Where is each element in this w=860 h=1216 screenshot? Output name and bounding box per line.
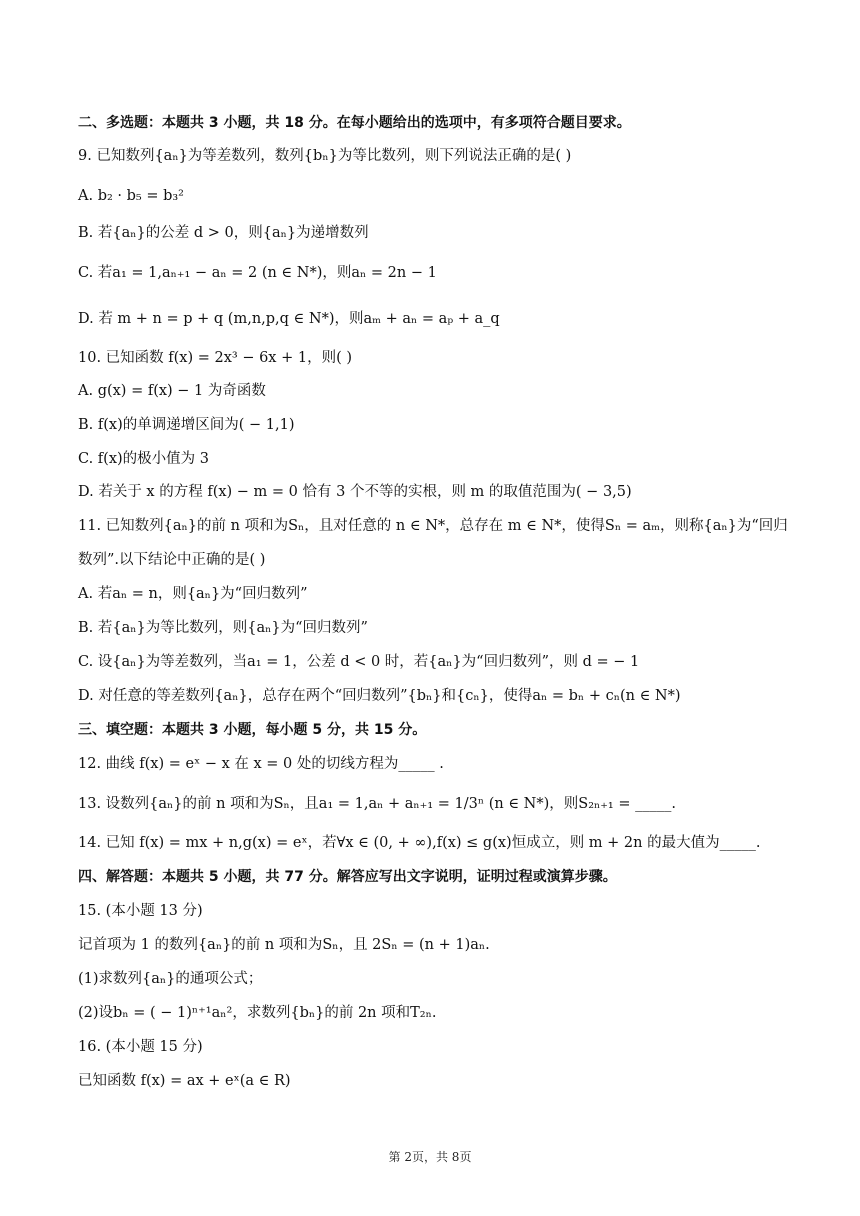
question-9-stem: 9. 已知数列{aₙ}为等差数列，数列{bₙ}为等比数列，则下列说法正确的是( ) bbox=[78, 148, 572, 164]
question-15-stem: 记首项为 1 的数列{aₙ}的前 n 项和为Sₙ，且 2Sₙ = (n + 1)aₙ. bbox=[78, 937, 490, 953]
question-15-part-1: (1)求数列{aₙ}的通项公式； bbox=[78, 971, 263, 987]
question-16-title: 16. (本小题 15 分) bbox=[78, 1039, 203, 1055]
question-9-option-b: B. 若{aₙ}的公差 d > 0，则{aₙ}为递增数列 bbox=[78, 225, 369, 241]
question-10-option-a: A. g(x) = f(x) − 1 为奇函数 bbox=[78, 383, 266, 399]
question-15-part-2: (2)设bₙ = ( − 1)ⁿ⁺¹aₙ²，求数列{bₙ}的前 2n 项和T₂ₙ. bbox=[78, 1005, 437, 1021]
question-11-stem-line-1: 11. 已知数列{aₙ}的前 n 项和为Sₙ，且对任意的 n ∈ N*，总存在 m ∈ N*，使得Sₙ = aₘ，则称{aₙ}为“回归 bbox=[78, 518, 788, 534]
question-10-option-b: B. f(x)的单调递增区间为( − 1,1) bbox=[78, 417, 295, 433]
question-15-title: 15. (本小题 13 分) bbox=[78, 903, 203, 919]
page-footer: 第 2页，共 8页 bbox=[388, 1150, 472, 1164]
question-12: 12. 曲线 f(x) = eˣ − x 在 x = 0 处的切线方程为_____ . bbox=[78, 756, 444, 772]
section-heading-multiple-choice: 二、多选题：本题共 3 小题，共 18 分。在每小题给出的选项中，有多项符合题目要求。 bbox=[78, 115, 631, 131]
question-16-stem: 已知函数 f(x) = ax + eˣ(a ∈ R) bbox=[78, 1073, 291, 1089]
question-9-option-c: C. 若a₁ = 1,aₙ₊₁ − aₙ = 2 (n ∈ N*)，则aₙ = 2n − 1 bbox=[78, 265, 437, 281]
question-10-stem: 10. 已知函数 f(x) = 2x³ − 6x + 1，则( ) bbox=[78, 350, 353, 366]
question-11-option-d: D. 对任意的等差数列{aₙ}，总存在两个“回归数列”{bₙ}和{cₙ}，使得aₙ = bₙ + cₙ(n ∈ N*) bbox=[78, 688, 681, 704]
question-11-stem-line-2: 数列”.以下结论中正确的是( ) bbox=[78, 552, 266, 568]
question-11-option-b: B. 若{aₙ}为等比数列，则{aₙ}为“回归数列” bbox=[78, 620, 368, 636]
section-heading-fill-in: 三、填空题：本题共 3 小题，每小题 5 分，共 15 分。 bbox=[78, 722, 427, 738]
question-9-option-d: D. 若 m + n = p + q (m,n,p,q ∈ N*)，则aₘ + aₙ = aₚ + a_q bbox=[78, 311, 500, 327]
question-11-option-c: C. 设{aₙ}为等差数列，当a₁ = 1，公差 d < 0 时，若{aₙ}为“回归数列”，则 d = − 1 bbox=[78, 654, 640, 670]
question-10-option-c: C. f(x)的极小值为 3 bbox=[78, 451, 209, 467]
question-13: 13. 设数列{aₙ}的前 n 项和为Sₙ，且a₁ = 1,aₙ + aₙ₊₁ = 1/3ⁿ (n ∈ N*)，则S₂ₙ₊₁ = _____. bbox=[78, 796, 676, 812]
question-9-option-a: A. b₂ · b₅ = b₃² bbox=[78, 188, 184, 204]
question-10-option-d: D. 若关于 x 的方程 f(x) − m = 0 恰有 3 个不等的实根，则 m 的取值范围为( − 3,5) bbox=[78, 484, 632, 500]
section-heading-free-response: 四、解答题：本题共 5 小题，共 77 分。解答应写出文字说明，证明过程或演算步骤。 bbox=[78, 869, 617, 885]
question-14: 14. 已知 f(x) = mx + n,g(x) = eˣ，若∀x ∈ (0, + ∞),f(x) ≤ g(x)恒成立，则 m + 2n 的最大值为_____. bbox=[78, 835, 761, 851]
question-11-option-a: A. 若aₙ = n，则{aₙ}为“回归数列” bbox=[78, 586, 308, 602]
